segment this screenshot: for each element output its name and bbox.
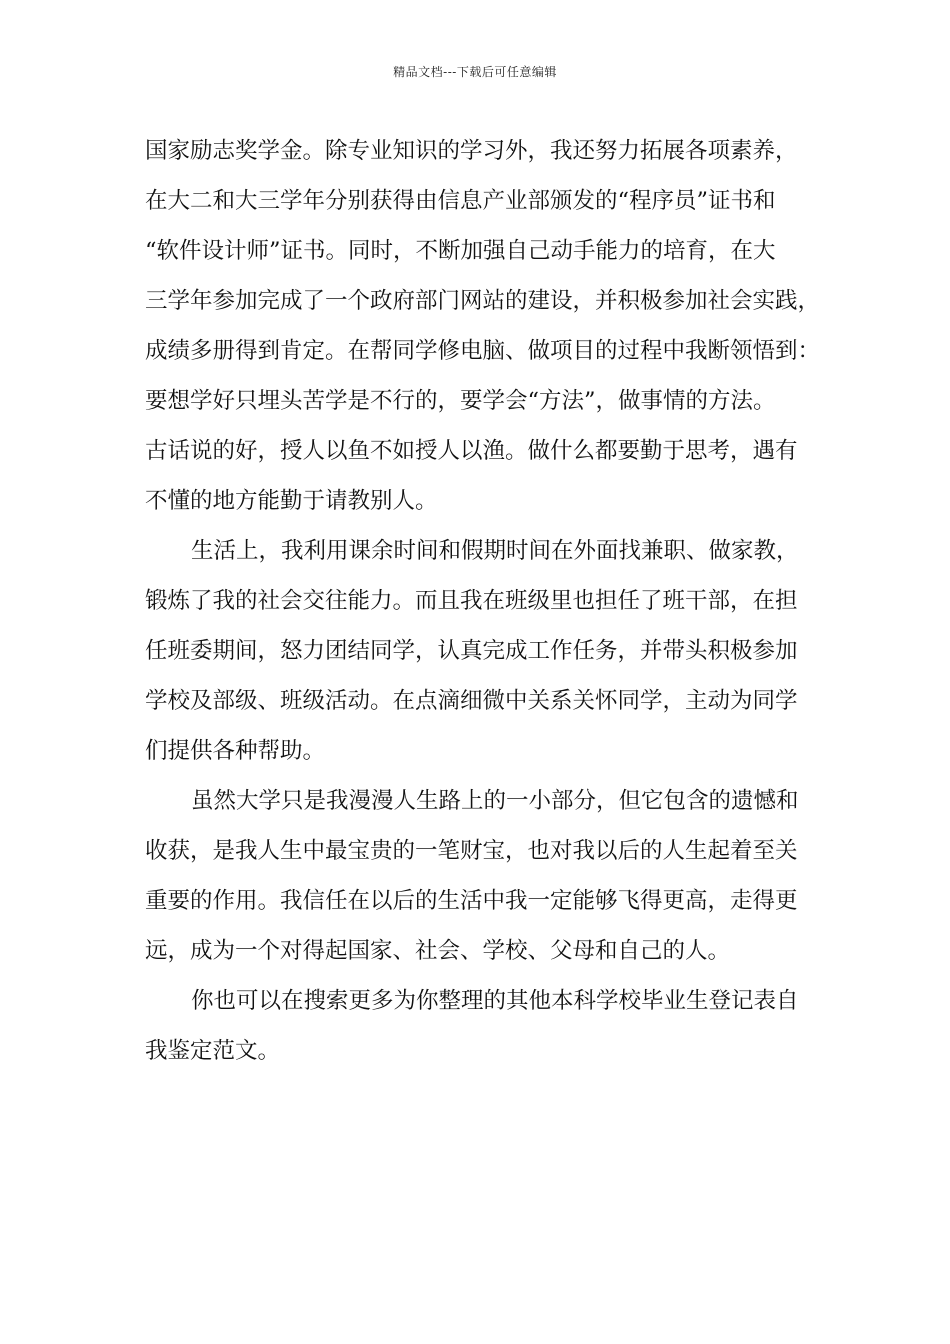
text-line: 收获，是我人生中最宝贵的一笔财宝，也对我以后的人生起着至关 <box>145 838 798 864</box>
text-line: 学校及部级、班级活动。在点滴细微中关系关怀同学，主动为同学 <box>145 688 798 714</box>
paragraph <box>145 776 813 976</box>
text-line: 三学年参加完成了一个政府部门网站的建设，并积极参加社会实践， <box>145 288 821 314</box>
text-line: 在大二和大三学年分别获得由信息产业部颁发的“程序员”证书和 <box>145 188 776 214</box>
text-line: 你也可以在搜索更多为你整理的其他本科学校毕业生登记表自 <box>191 988 799 1014</box>
text-line: 们提供各种帮助。 <box>145 738 326 764</box>
text-line: 成绩多册得到肯定。在帮同学修电脑、做项目的过程中我断领悟到： <box>145 338 821 364</box>
text-line: 生活上，我利用课余时间和假期时间在外面找兼职、做家教， <box>191 538 799 564</box>
text-line: 重要的作用。我信任在以后的生活中我一定能够飞得更高，走得更 <box>145 888 798 914</box>
text-line: “软件设计师”证书。同时，不断加强自己动手能力的培育，在大 <box>145 238 776 264</box>
document-body <box>145 126 821 1076</box>
paragraph <box>145 126 821 526</box>
text-line: 任班委期间，怒力团结同学，认真完成工作任务，并带头积极参加 <box>145 638 798 664</box>
text-line: 我鉴定范文。 <box>145 1038 281 1064</box>
text-line: 国家励志奖学金。除专业知识的学习外，我还努力拓展各项素养， <box>145 138 798 164</box>
page-header: 精品文档---下载后可任意编辑 <box>393 65 557 79</box>
paragraph <box>145 976 813 1076</box>
text-line: 远，成为一个对得起国家、社会、学校、父母和自己的人。 <box>145 938 731 964</box>
text-line: 虽然大学只是我漫漫人生路上的一小部分，但它包含的遗憾和 <box>191 788 799 814</box>
paragraph <box>145 526 813 776</box>
text-line: 要想学好只埋头苦学是不行的，要学会“方法”，做事情的方法。 <box>145 388 776 414</box>
text-line: 古话说的好，授人以鱼不如授人以渔。做什么都要勤于思考，遇有 <box>145 438 798 464</box>
text-line: 不懂的地方能勤于请教别人。 <box>145 488 438 514</box>
text-line: 锻炼了我的社会交往能力。而且我在班级里也担任了班干部，在担 <box>145 588 798 614</box>
